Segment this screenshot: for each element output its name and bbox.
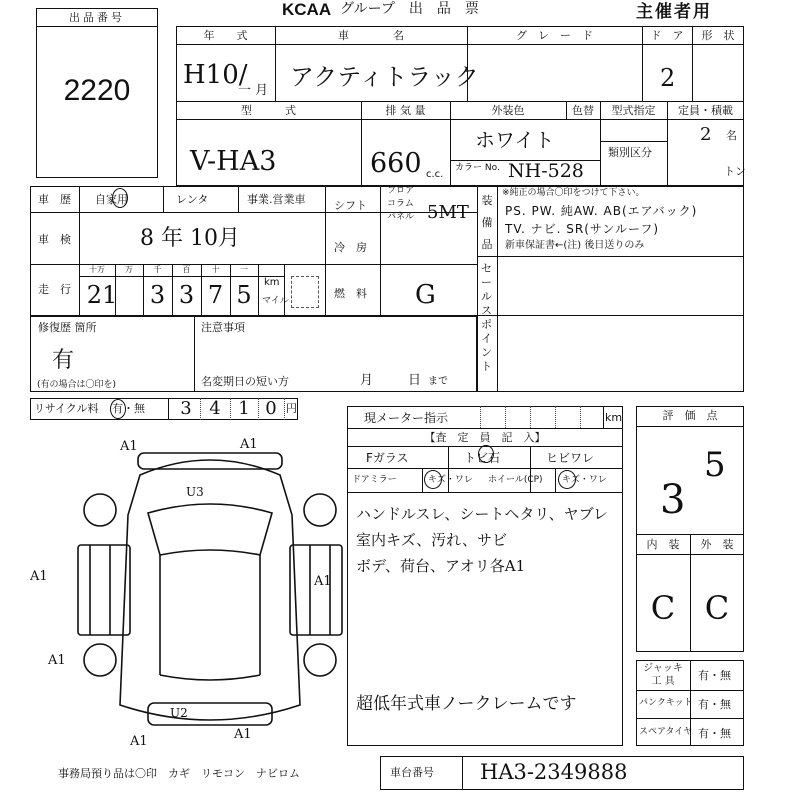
rating-label: 評 価 点	[662, 409, 718, 422]
grade-label: グ レ ー ド	[516, 29, 593, 42]
digit-header-100k: 十万	[89, 265, 105, 274]
header-logo: KCAA	[282, 0, 332, 19]
deadline-day: 日	[408, 373, 422, 388]
body-shape-label: 形 状	[701, 29, 735, 42]
digit-header-1: 一	[240, 265, 248, 274]
puncture-label: パンクキット	[639, 698, 693, 708]
car-bed-line	[160, 675, 260, 680]
displacement-value: 660	[370, 148, 422, 179]
mirror-circle-mark	[424, 470, 442, 489]
rear-left-wheel	[84, 644, 116, 676]
car-cabin	[160, 555, 260, 675]
history-option-rental: レンタ	[176, 193, 209, 206]
recycle-unit: 円	[286, 402, 297, 415]
mileage-digit-1: 5	[236, 281, 252, 309]
recycle-label: リサイクル料	[34, 402, 99, 415]
wheel-label: ホイール(CP)	[488, 475, 543, 485]
displacement-label: 排 気 量	[385, 104, 426, 117]
car-mark-front-left: A1	[120, 439, 138, 454]
year-label: 年 式	[203, 29, 248, 42]
equipment-label: 装備品	[481, 194, 493, 251]
front-right-wheel	[304, 494, 336, 526]
meter-label: 現メーター指示	[364, 411, 449, 425]
equipment-note: ※純正の場合〇印をつけて下さい。	[502, 188, 645, 198]
color-no-label: カラー No.	[455, 163, 500, 173]
wheel-options: キズ・ワレ	[562, 475, 607, 485]
car-mark-bottom-right: A1	[234, 727, 252, 742]
chassis-value: HA3-2349888	[480, 760, 628, 784]
mileage-digit-10: 7	[207, 281, 224, 309]
left-side-panel	[78, 545, 130, 635]
capacity-value: 2	[700, 124, 712, 145]
recycle-digit-3: 1	[238, 398, 250, 419]
car-mark-bottom-left: A1	[130, 734, 148, 749]
color-label: 外装色	[491, 104, 525, 117]
car-mark-rear-left: A1	[48, 653, 66, 668]
model-label: 型 式	[241, 104, 296, 117]
digit-header-10k: 万	[125, 265, 133, 274]
keep-note: 事務局預り品は〇印 カギ リモコン ナビロム	[58, 767, 300, 780]
car-rear-plate	[148, 703, 272, 725]
history-option-private: 自家用	[95, 193, 128, 206]
organizer-label: 主催者用	[636, 2, 712, 22]
type-spec-label: 型式指定	[611, 104, 656, 117]
fuel-value: G	[415, 280, 436, 310]
repair-label: 修復歴 箇所	[38, 321, 97, 334]
exterior-value: C	[704, 589, 730, 627]
car-mark-rear-plate: U2	[170, 706, 188, 720]
selling-point-label: セールスポイント	[481, 262, 492, 373]
ac-label: 冷 房	[334, 241, 367, 254]
jack-label: ジャッキ 工 具	[643, 663, 683, 687]
car-body-outline	[120, 460, 300, 720]
name-value: アクティトラック	[290, 63, 479, 91]
mile-label: マイル	[262, 296, 289, 306]
recycle-digit-2: 4	[209, 398, 221, 419]
year-month: 一 月	[238, 83, 269, 98]
door-value: 2	[660, 64, 676, 92]
car-windshield	[148, 504, 272, 555]
displacement-unit: c.c.	[426, 169, 444, 180]
rating-score-sup: 5	[704, 445, 726, 485]
caution-label: 注意事項	[201, 321, 245, 334]
color-no-value: NH-528	[508, 160, 584, 182]
private-circle-mark	[112, 188, 128, 208]
class-label: 類別区分	[608, 146, 652, 159]
front-left-wheel	[84, 494, 116, 526]
year-value: H10/	[183, 60, 248, 90]
mileage-label: 走 行	[38, 283, 71, 296]
equipment-line1: PS. PW. 純AW. AB(エアバック)	[505, 204, 698, 218]
crack-label: ヒビワレ	[546, 451, 595, 465]
deadline-month: 月	[360, 373, 374, 388]
recycle-digit-4: 0	[265, 398, 277, 419]
model-value: V-HA3	[190, 146, 277, 177]
car-mark-hood: U3	[186, 485, 204, 499]
rear-right-wheel	[304, 644, 336, 676]
inspector-note-2: 室内キズ、汚れ、サビ	[356, 531, 508, 549]
mileage-digit-1k: 3	[149, 281, 166, 309]
jack-options: 有・無	[698, 669, 731, 682]
inspector-label: 【査 定 員 記 入】	[424, 431, 546, 444]
right-side-panel	[290, 545, 342, 635]
ton-unit: トン	[724, 165, 746, 178]
recycle-options: 有・無	[112, 402, 145, 415]
mileage-digit-100k: 21	[86, 281, 118, 309]
equipment-line2: TV. ナビ. SR(サンルーフ)	[505, 222, 660, 236]
shift-value: 5MT	[427, 202, 469, 223]
mirror-options: キズ・ワレ	[428, 475, 473, 485]
right-side-lines	[310, 545, 330, 635]
exterior-label: 外 装	[700, 538, 734, 551]
meter-unit: km	[605, 411, 623, 424]
spare-label: スペアタイヤ	[639, 727, 693, 737]
front-bumper	[138, 453, 282, 469]
mileage-digit-100: 3	[178, 281, 195, 309]
stone-label: トビ石	[464, 451, 501, 465]
shift-option-floor: フロア	[387, 186, 415, 196]
unit-checkbox	[291, 276, 319, 308]
wheel-circle-mark	[558, 470, 576, 489]
inspector-bottom-note: 超低年式車ノークレームです	[356, 694, 577, 714]
shift-label: シフト	[334, 199, 367, 212]
lot-label: 出品番号	[69, 11, 125, 24]
selling-point-box	[477, 256, 744, 392]
interior-value: C	[650, 589, 676, 627]
equipment-line3: 新車保証書←(注) 後日送りのみ	[505, 240, 645, 251]
lot-number: 2220	[63, 74, 131, 107]
color-value: ホワイト	[475, 128, 555, 152]
car-diagram	[60, 435, 360, 755]
history-label: 車 歴	[38, 193, 71, 206]
km-label: km	[264, 277, 280, 288]
car-mark-left-side: A1	[30, 569, 48, 584]
digit-header-1k: 千	[153, 265, 162, 274]
car-mark-right-side: A1	[314, 574, 332, 589]
glass-label: Fガラス	[366, 451, 409, 465]
history-option-business: 事業.営業車	[247, 193, 306, 206]
car-mark-front-right: A1	[240, 437, 258, 452]
left-side-lines	[90, 545, 110, 635]
fuel-label: 燃 料	[334, 287, 367, 300]
name-label: 車 名	[338, 29, 404, 42]
recycle-circle-mark	[110, 399, 126, 419]
capacity-label: 定員・積載	[678, 104, 733, 117]
mirror-label: ドアミラー	[352, 475, 397, 485]
inspection-label: 車 検	[38, 233, 71, 246]
repair-note: (有の場合は〇印を)	[37, 380, 117, 390]
spare-options: 有・無	[698, 727, 731, 740]
short-deadline-label: 名変期日の短い方	[201, 375, 289, 388]
chassis-label: 車台番号	[390, 766, 434, 779]
inspector-note-1: ハンドルスレ、シートヘタリ、ヤブレ	[356, 505, 609, 523]
repair-value: 有	[52, 348, 75, 373]
deadline-until: まで	[428, 376, 448, 387]
inspector-note-3: ボデ、荷台、アオリ各A1	[356, 557, 526, 575]
shift-option-column: コラム	[387, 199, 414, 209]
color-change-label: 色替	[572, 104, 594, 117]
door-label: ド ア	[650, 29, 684, 42]
capacity-unit: 名	[726, 129, 737, 142]
stone-circle-mark	[478, 445, 494, 463]
rating-score: 3	[660, 477, 686, 523]
puncture-options: 有・無	[698, 698, 731, 711]
digit-header-100: 百	[182, 265, 191, 274]
shift-option-panel: パネル	[387, 212, 415, 222]
digit-header-10: 十	[211, 265, 220, 274]
interior-label: 内 装	[646, 538, 680, 551]
inspection-value: 8 年 10月	[140, 226, 240, 251]
recycle-digit-1: 3	[180, 398, 192, 419]
header-title: グループ 出 品 票	[340, 1, 479, 17]
